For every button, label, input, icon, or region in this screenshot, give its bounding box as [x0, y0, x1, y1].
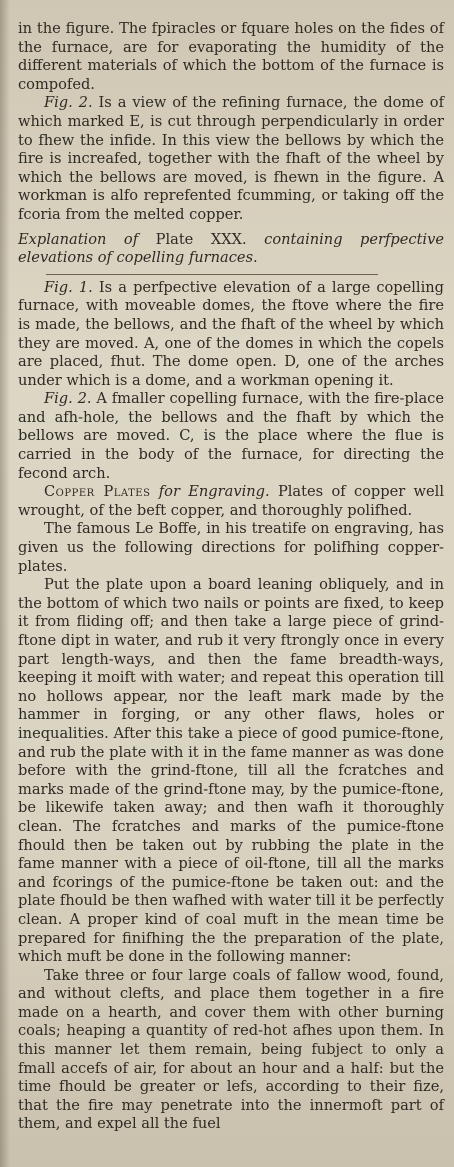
- paragraph-fig2-copelling: [18, 390, 444, 483]
- fig2-label: Fig. 2.: [44, 94, 93, 112]
- paragraph-intro: in the figure. The fpiracles or fquare holes on the fides of the furnace, are for evaporating the humidity of the different materials of which the bottom of the furnace is compofed.: [18, 20, 444, 93]
- paragraph-le-bosse: The famous Le Boffe, in his treatife on engraving, has given us the following directions for polifhing copper-plates.: [18, 520, 444, 575]
- copper-plates-title: Copper Plates: [44, 483, 151, 501]
- paragraph-put-plate: Put the plate upon a board leaning obliquely, and in the bottom of which two nails or points are fixed, to keep it from fliding off; and then take a large piece of grind-ftone dipt in water, and rub it very ftrongly once in every part length-ways, and then the fame breadth-ways, keeping it moift with water; and repeat this operation till no hollows appear, nor the leaft mark made by the hammer in forging, or any other flaws, holes or inequalities. After this take a piece of good pumice-ftone, and rub the plate with it in the fame manner as was done before with the grind-ftone, till all the fcratches and marks made of the grind-ftone may, by the pumice-ftone, be likewife taken away; and then wafh it thoroughly clean. The fcratches and marks of the pumice-ftone fhould then be taken out by rubbing the plate in the fame manner with a piece of oil-ftone, till all the marks and fcorings of the pumice-ftone be taken out: and the plate fhould be then wafhed with water till it be perfectly clean. A proper kind of coal muft in the mean time be prepared for finifhing the the preparation of the plate, which muft be done in the following manner:: [18, 576, 444, 966]
- copper-plates-text: Plates of copper well wrought, of the beft copper, and thoroughly polifhed.: [18, 483, 445, 519]
- paragraph-copper-plates: [18, 483, 444, 520]
- fig2b-label: Fig. 2.: [44, 390, 92, 408]
- paragraph-take-coals: Take three or four large coals of fallow wood, found, and without clefts, and place them together in a fire made on a hearth, and cover them with other burning coals; heaping a quantity of red-hot afhes upon them. In this manner let them remain, being fubject to only a fmall accefs of air, for about an hour and a half: but the time fhould be greater or lefs, according to their fize, that the fire may penetrate into the innermoft part of them, and expel all the fuel: [18, 966, 444, 1133]
- paragraph-fig1: [18, 279, 444, 391]
- heading-suffix: containing perfpective elevations of copelling furnaces.: [18, 230, 444, 267]
- fig2-text: Is a view of the refining furnace, the dome of which marked E, is cut through perpendicularly in order to fhew the infide. In this view the bellows by which the fire is increafed, together with the fhaft of the wheel by which the bellows are moved, is fhewn in the figure. A workman is alfo reprefented fcumming, or taking off the fcoria from the melted copper.: [18, 94, 444, 223]
- heading-prefix: Explanation of: [18, 230, 156, 248]
- fig1-text: Is a perfpective elevation of a large copelling furnace, with moveable domes, the ftove where the fire is made, the bellows, and the fhaft of the wheel by which they are moved. A, one of the domes in which the copels are placed, fhut. The dome open. D, one of the arches under which is a dome, and a workman opening it.: [18, 278, 445, 389]
- paragraph-fig2-refining: [18, 94, 444, 224]
- heading-plate: Plate XXX.: [155, 230, 247, 248]
- heading-rule: [46, 274, 378, 275]
- fig2b-text: A fmaller copelling furnace, with the fire-place and afh-hole, the bellows and the fhaft by which the bellows are moved. C, is the place where the flue is carried in the body of the furnace, for directing the fecond arch.: [18, 390, 444, 482]
- plate-heading: [18, 231, 444, 268]
- fig1-label: Fig. 1.: [44, 278, 93, 296]
- copper-plates-subtitle: for Engraving.: [150, 483, 270, 501]
- page-fold-shadow: [0, 0, 10, 1167]
